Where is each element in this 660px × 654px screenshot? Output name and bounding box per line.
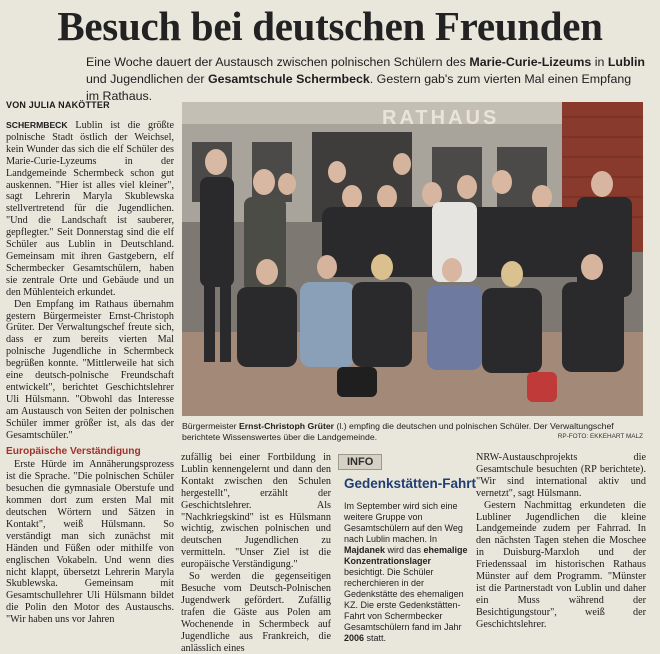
rathaus-sign: RATHAUS [382, 107, 500, 129]
photo-caption: Bürgermeister Ernst-Christoph Grüter (l.) empfing die deutschen und polnischen Schüler. Der Verwaltungschef berichtete Wissenswertes über die Landgemeinde. [182, 421, 614, 442]
col2-paragraph-1: zufällig bei einer Fortbildung in Lublin kennengelernt und dann den Kontakt zwischen den Schulen hergestellt", erzählt der Geschichtslehrer. Als "Nachkriegskind" ist es Hülsmann wichtig, zwischen polnischen und deutschen Jugendlichen zu vermitteln. "Unser Ziel ist die europäische Verständigung." [181, 452, 331, 571]
article-column-2 [181, 452, 331, 654]
col1-paragraph-3: Erste Hürde im Annäherungsprozess ist die Sprache. "Die polnischen Schüler besuchen die gymnasiale Oberstufe und kommen dort zum ersten Mal mit deutschen Wörtern und Sätzen in Kontakt", weiß Hülsmann. So verständigt man sich zunächst mit Händen und Füßen oder mithilfe von englischen Vokabeln. Und wenn dies nicht klappt, übersetzt Lehrerin Maryla Skublewska. Gemeinsam mit Gesamtschullehrer Uli Hülsmann bildet die Polin den Motor des Austauschs. "Wir haben uns vor Jahren [6, 459, 174, 626]
article-column-4 [476, 452, 646, 630]
info-title: Gedenkstätten-Fahrt [344, 476, 477, 491]
article-column-1 [6, 120, 175, 626]
info-tag: INFO [338, 454, 382, 470]
subheading: Europäische Verständigung [6, 446, 141, 458]
col1-paragraph-1: SCHERMBECK Lublin ist die größte polnische Stadt östlich der Weichsel, kein Wunder das sich die elf Schüler des Marie-Curie-Lyzeums in der Landgemeinde Schermbeck schon gut auskennen. "Hier ist alles viel kleiner", sagt Lehrerin Maryla Skublewska stellvertretend für die Jugendlichen. "Und die Landschaft ist sauberer, gepflegter." Seit Donnerstag sind die elf Schüler aus Lublin in Deutschland. Gemeinsam mit ihren Gastgebern, elf Schermbecker Gesamtschülern, haben sie zentrale Orte und Gebäude und un den Mühlenteich erkundet. [6, 120, 175, 298]
headline: Besuch bei deutschen Freunden [57, 3, 603, 49]
col2-paragraph-2: So werden die gegenseitigen Besuche vom Deutsch-Polnischen Jugendwerk gefördert. Zufällig trafen die Gäste aus Polen am Wochenende in Schermbeck auf Jugendliche aus Frankreich, die anlässlich eines [181, 571, 331, 654]
photo-credit: RP-FOTO: EKKEHART MALZ [557, 433, 643, 440]
col1-paragraph-2: Den Empfang im Rathaus übernahm gestern Bürgermeister Ernst-Christoph Grüter. Der Verwaltungschef freute sich, dass er zum bereits vierten Mal polnische Jugendliche in Schermbeck begrüßen konnte. "Mittlerweile hat sich eine deutsch-polnische Freundschaft entwickelt", berichtet Geschichtslehrer Uli Hülsmann. "Obwohl das Interesse am Austausch von Seiten der polnischen Schüler immer größer ist, als das der Gesamtschüler." [6, 298, 174, 441]
col4-paragraph-2: Gestern Nachmittag erkundeten die Lubliner Jugendlichen die kleine Landgemeinde zudem per Fahrrad. In den nächsten Tagen stehen die Moschee in Duisburg-Marxloh und der Friedenssaal im historischen Rathaus Münster auf dem Programm. "Münster ist die Partnerstadt von Lublin und daher ein Muss während der Besichtigungstour", weiß der Geschichtslehrer. [476, 499, 646, 630]
lead-paragraph: Eine Woche dauert der Austausch zwischen polnischen Schülern des Marie-Curie-Lizeums in Lublin und Jugendlichen der Gesamtschule Schermbeck. Gestern gab's zum vierten Mal einen Empfang im Rathaus. [86, 55, 645, 103]
info-text: Im September wird sich eine weitere Gruppe von Gesamtschülern auf den Weg nach Lublin machen. In Majdanek wird das ehemalige Konzentrationslager besichtigt. Die Schüler recherchieren in der Gedenkstätte des ehemaligen KZ. Die erste Gedenkstätten-Fahrt von Schermbecker Gesamtschülern fand im Jahr 2006 statt. [344, 501, 468, 643]
byline: VON JULIA NAKÖTTER [6, 100, 110, 110]
group-photo [182, 102, 643, 416]
col4-paragraph-1: NRW-Austauschprojekts die Gesamtschule besuchten (RP berichtete). "Wir sind international aktiv und vernetzt", sagt Hülsmann. [476, 452, 646, 499]
info-box [338, 454, 477, 643]
